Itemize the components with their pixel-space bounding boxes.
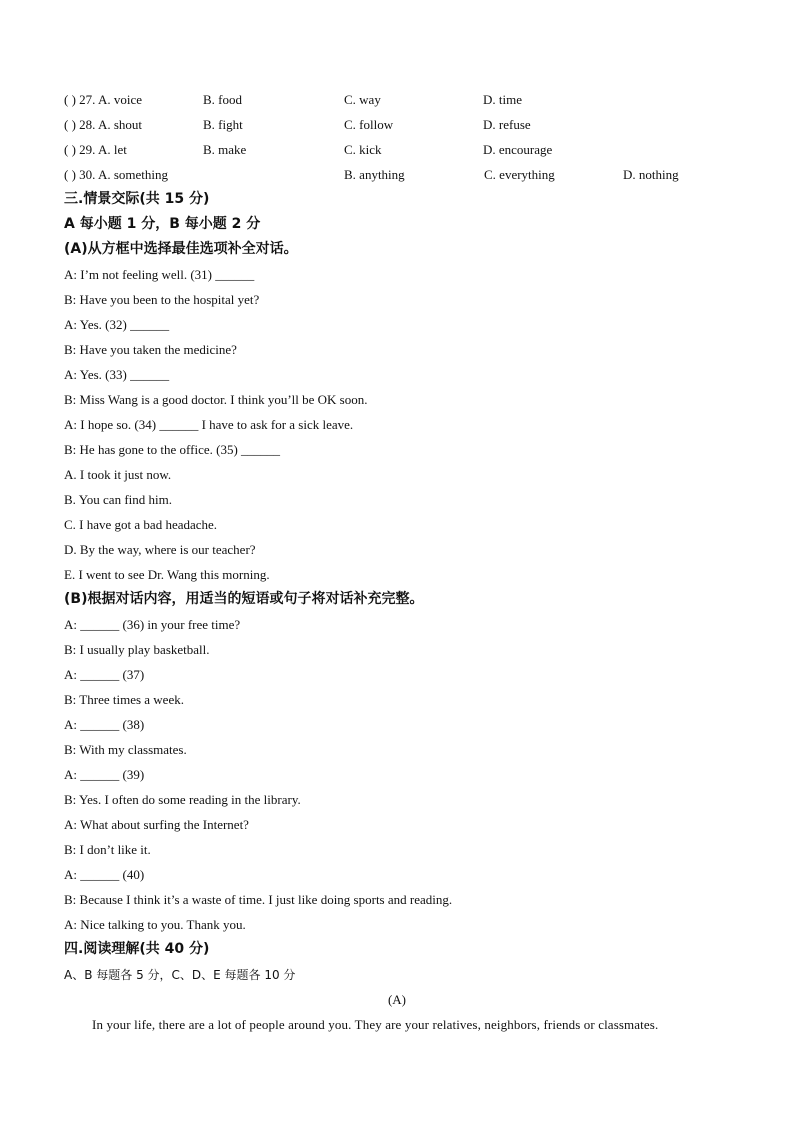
dialogue-line: A: What about surfing the Internet? [64, 817, 249, 832]
section-title: 三.情景交际(共 15 分) [64, 191, 210, 207]
part-b-title: (B)根据对话内容，用适当的短语或句子将对话补充完整。 [64, 591, 424, 607]
dialogue-line: B: Yes. I often do some reading in the library. [64, 792, 301, 807]
answer-option: D. By the way, where is our teacher? [64, 542, 256, 557]
passage-label: (A) [387, 992, 407, 1007]
dialogue-line: A: Nice talking to you. Thank you. [64, 917, 246, 932]
option-c: C. follow [344, 117, 394, 132]
option-b: B. anything [344, 167, 405, 182]
passage-text: In your life, there are a lot of people around you. They are your relatives, neighbors, friends or classmates. [92, 1017, 659, 1032]
option-d: D. time [483, 92, 522, 107]
question-number: ( ) 27. A. voice [64, 92, 142, 107]
option-b: B. food [203, 92, 242, 107]
dialogue-line: A: Yes. (32) ______ [64, 317, 170, 332]
option-c: C. kick [344, 142, 382, 157]
dialogue-line: A: ______ (39) [64, 767, 145, 782]
dialogue-line: A: ______ (40) [64, 867, 145, 882]
answer-option: A. I took it just now. [64, 467, 172, 482]
dialogue-line: A: I’m not feeling well. (31) ______ [64, 267, 255, 282]
dialogue-line: B: Miss Wang is a good doctor. I think you’ll be OK soon. [64, 392, 368, 407]
dialogue-line: B: Because I think it’s a waste of time. I just like doing sports and reading. [64, 892, 453, 907]
option-d: D. encourage [483, 142, 553, 157]
question-number: ( ) 28. A. shout [64, 117, 142, 132]
answer-option: B. You can find him. [64, 492, 172, 507]
dialogue-line: A: I hope so. (34) ______ I have to ask for a sick leave. [64, 417, 354, 432]
dialogue-line: B: I don’t like it. [64, 842, 151, 857]
dialogue-line: B: I usually play basketball. [64, 642, 210, 657]
answer-option: E. I went to see Dr. Wang this morning. [64, 567, 270, 582]
section-scoring: A 每小题 1 分，B 每小题 2 分 [64, 216, 261, 232]
dialogue-line: A: ______ (37) [64, 667, 145, 682]
option-b: B. fight [203, 117, 243, 132]
option-d: D. nothing [623, 167, 679, 182]
dialogue-line: B: Three times a week. [64, 692, 184, 707]
part-a-title: (A)从方框中选择最佳选项补全对话。 [64, 241, 298, 257]
section-title: 四.阅读理解(共 40 分) [64, 941, 210, 957]
option-c: C. everything [484, 167, 555, 182]
question-number: ( ) 29. A. let [64, 142, 127, 157]
answer-option: C. I have got a bad headache. [64, 517, 218, 532]
dialogue-line: B: He has gone to the office. (35) ______ [64, 442, 281, 457]
dialogue-line: B: With my classmates. [64, 742, 187, 757]
dialogue-line: B: Have you taken the medicine? [64, 342, 237, 357]
dialogue-line: A: ______ (36) in your free time? [64, 617, 241, 632]
option-d: D. refuse [483, 117, 531, 132]
dialogue-line: A: ______ (38) [64, 717, 145, 732]
question-number: ( ) 30. A. something [64, 167, 168, 182]
dialogue-line: A: Yes. (33) ______ [64, 367, 170, 382]
section-scoring: A、B 每题各 5 分，C、D、E 每题各 10 分 [64, 968, 296, 982]
option-b: B. make [203, 142, 247, 157]
dialogue-line: B: Have you been to the hospital yet? [64, 292, 260, 307]
option-c: C. way [344, 92, 381, 107]
